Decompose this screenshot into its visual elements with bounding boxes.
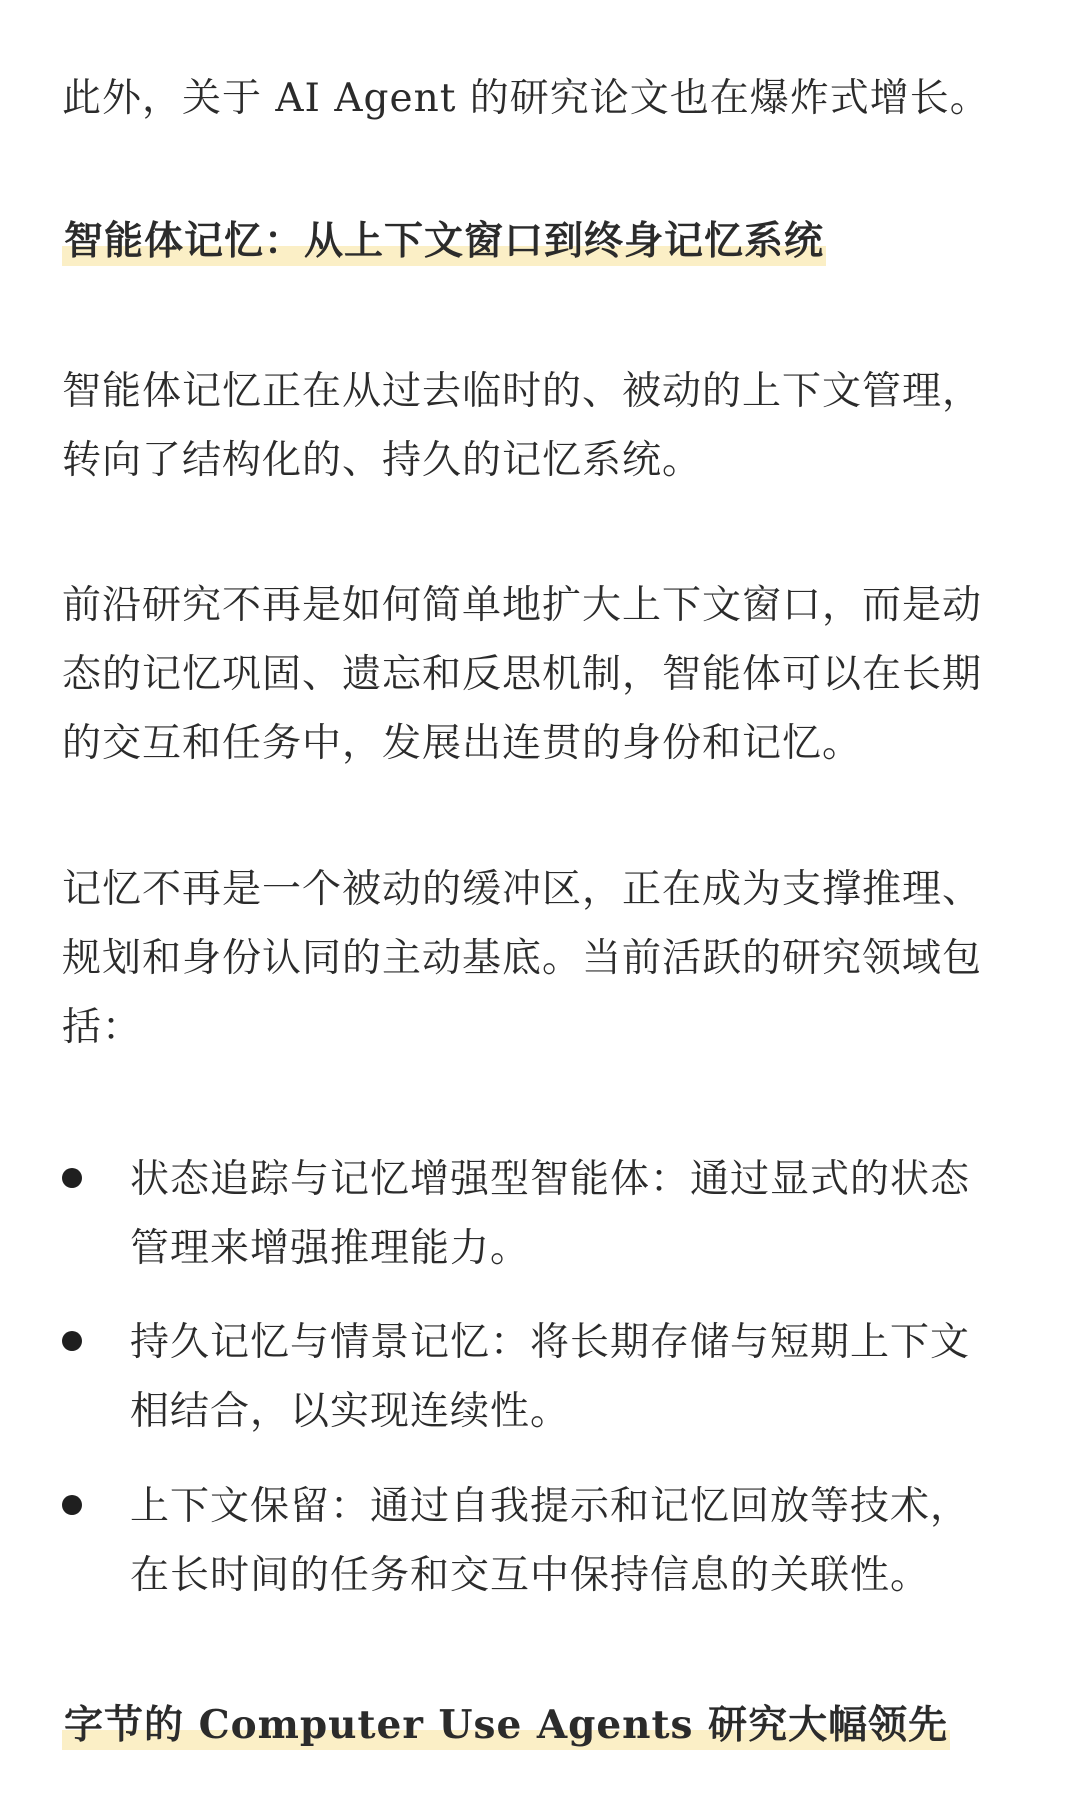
list-item-line: 状态追踪与记忆增强型智能体：通过显式的状态	[130, 1157, 971, 1202]
list-item-text	[130, 1308, 970, 1446]
paragraph-line: 前沿研究不再是如何简单地扩大上下文窗口，而是动	[62, 583, 983, 628]
paragraph-frontier-research	[62, 571, 982, 778]
list-item-line: 上下文保留：通过自我提示和记忆回放等技术，	[130, 1484, 971, 1529]
list-item-line: 在长时间的任务和交互中保持信息的关联性。	[130, 1553, 931, 1598]
paragraph-active-substrate	[62, 855, 982, 1062]
paragraph-line: 记忆不再是一个被动的缓冲区，正在成为支撑推理、	[62, 867, 983, 912]
paragraph-line: 的交互和任务中，发展出连贯的身份和记忆。	[62, 721, 863, 766]
bullet-icon	[62, 1168, 82, 1188]
section-heading-bytedance: 字节的 Computer Use Agents 研究大幅领先	[64, 1702, 949, 1748]
paragraph-memory-shift	[62, 357, 982, 495]
paragraph-line: 规划和身份认同的主动基底。当前活跃的研究领域包	[62, 936, 983, 981]
list-item	[62, 1472, 1042, 1612]
paragraph-line: 转向了结构化的、持久的记忆系统。	[62, 438, 703, 483]
section-heading-memory: 智能体记忆：从上下文窗口到终身记忆系统	[64, 218, 825, 264]
bullet-icon	[62, 1495, 82, 1515]
paragraph-line: 态的记忆巩固、遗忘和反思机制，智能体可以在长期	[62, 652, 983, 697]
paragraph-line: 智能体记忆正在从过去临时的、被动的上下文管理，	[62, 369, 983, 414]
list-item-line: 持久记忆与情景记忆：将长期存储与短期上下文	[130, 1320, 971, 1365]
intro-paragraph	[62, 64, 990, 133]
list-item-text	[130, 1472, 970, 1610]
bullet-icon	[62, 1331, 82, 1351]
list-item	[62, 1308, 1042, 1448]
paragraph-line: 括：	[62, 1005, 143, 1050]
list-item-line: 管理来增强推理能力。	[130, 1226, 531, 1271]
list-item	[62, 1145, 1042, 1285]
list-item-line: 相结合，以实现连续性。	[130, 1389, 571, 1434]
list-item-text	[130, 1145, 970, 1283]
paragraph-line: 此外，关于 AI Agent 的研究论文也在爆炸式增长。	[62, 76, 990, 121]
